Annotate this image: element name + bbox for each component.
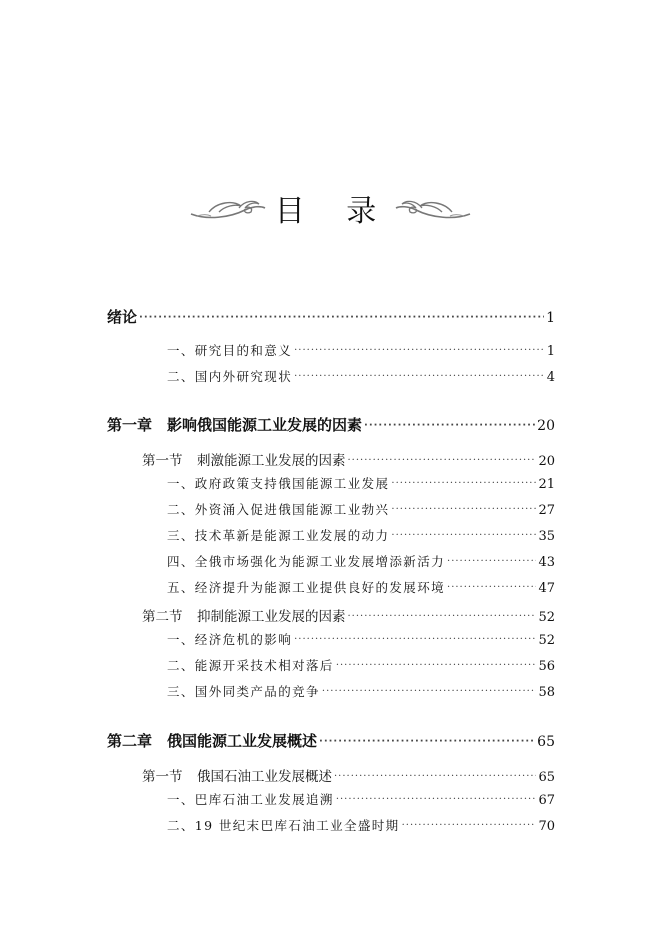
entry-label [107, 730, 317, 751]
toc-entry[interactable] [167, 682, 555, 700]
entry-label: 一、政府政策支持俄国能源工业发展 [167, 476, 390, 491]
page-number: 43 [538, 555, 555, 570]
page-number: 52 [538, 610, 555, 625]
toc-entry[interactable] [167, 790, 555, 808]
dot-leader [402, 820, 537, 831]
page-number: 35 [538, 529, 555, 544]
toc-entry[interactable] [167, 816, 555, 834]
section-title: 抑制能源工业发展的因素 [197, 609, 346, 625]
page-number: 56 [538, 659, 555, 674]
toc-entry[interactable] [167, 367, 555, 385]
page-number: 65 [538, 770, 555, 785]
right-ornament-icon [394, 194, 472, 222]
entry-label: 绪论 [107, 308, 138, 326]
section-number: 第二节 [142, 609, 183, 625]
entry-label: 一、经济危机的影响 [167, 632, 293, 647]
toc-heading [0, 188, 661, 228]
section-number: 第一节 [142, 769, 183, 785]
entry-label [142, 605, 346, 625]
entry-label: 三、技术革新是能源工业发展的动力 [167, 528, 390, 543]
page-number: 4 [546, 370, 555, 385]
page-number: 20 [537, 418, 555, 434]
dot-leader [319, 736, 535, 747]
chapter-title: 影响俄国能源工业发展的因素 [167, 416, 363, 434]
dot-leader [334, 771, 536, 782]
page-number: 58 [538, 685, 555, 700]
chapter-number: 第二章 [107, 732, 153, 750]
toc-entry[interactable] [167, 500, 555, 518]
toc-entry[interactable] [167, 578, 555, 596]
toc-entry[interactable] [167, 656, 555, 674]
page-number: 65 [537, 734, 555, 750]
page-number: 52 [538, 633, 555, 648]
entry-label: 二、19 世纪末巴库石油工业全盛时期 [167, 818, 400, 833]
toc-entry[interactable] [167, 526, 555, 544]
dot-leader [294, 371, 545, 382]
dot-leader [348, 455, 537, 466]
dot-leader [294, 634, 536, 645]
entry-label: 四、全俄市场强化为能源工业发展增添新活力 [167, 554, 446, 569]
toc-entry-section[interactable] [142, 605, 555, 625]
page-number: 47 [538, 581, 555, 596]
toc-entry[interactable] [167, 630, 555, 648]
left-ornament-icon [189, 194, 267, 222]
page-number: 20 [538, 454, 555, 469]
section-title: 俄国石油工业发展概述 [197, 769, 332, 785]
page-number: 70 [538, 819, 555, 834]
toc-entry[interactable] [167, 341, 555, 359]
entry-label: 二、外资涌入促进俄国能源工业勃兴 [167, 502, 390, 517]
entry-label: 二、国内外研究现状 [167, 369, 293, 384]
toc-entry-intro[interactable] [107, 306, 555, 327]
page-number: 1 [546, 310, 555, 326]
entry-label [142, 765, 332, 785]
dot-leader [322, 686, 537, 697]
dot-leader [447, 556, 536, 567]
dot-leader [364, 420, 535, 431]
toc-entry[interactable] [167, 474, 555, 492]
toc-entry-chapter-2[interactable] [107, 730, 555, 751]
section-title: 刺激能源工业发展的因素 [197, 453, 346, 469]
dot-leader [391, 530, 536, 541]
page-number: 27 [538, 503, 555, 518]
entry-label: 二、能源开采技术相对落后 [167, 658, 334, 673]
page-title: 目 录 [274, 194, 393, 229]
chapter-title: 俄国能源工业发展概述 [167, 732, 318, 750]
entry-label: 一、巴库石油工业发展追溯 [167, 792, 334, 807]
entry-label: 三、国外同类产品的竞争 [167, 684, 320, 699]
page-number: 1 [546, 344, 555, 359]
dot-leader [447, 582, 536, 593]
dot-leader [336, 794, 537, 805]
section-number: 第一节 [142, 453, 183, 469]
dot-leader [348, 611, 537, 622]
entry-label: 五、经济提升为能源工业提供良好的发展环境 [167, 580, 446, 595]
dot-leader [391, 504, 536, 515]
dot-leader [336, 660, 537, 671]
entry-label [142, 449, 346, 469]
page-number: 21 [538, 477, 555, 492]
entry-label [107, 414, 362, 435]
toc-entry-chapter-1[interactable] [107, 414, 555, 435]
chapter-number: 第一章 [107, 416, 153, 434]
toc-entry-section[interactable] [142, 449, 555, 469]
dot-leader [391, 478, 536, 489]
toc-entry-section[interactable] [142, 765, 555, 785]
toc-entry[interactable] [167, 552, 555, 570]
dot-leader [139, 312, 544, 323]
dot-leader [294, 345, 545, 356]
page-number: 67 [538, 793, 555, 808]
entry-label: 一、研究目的和意义 [167, 343, 293, 358]
